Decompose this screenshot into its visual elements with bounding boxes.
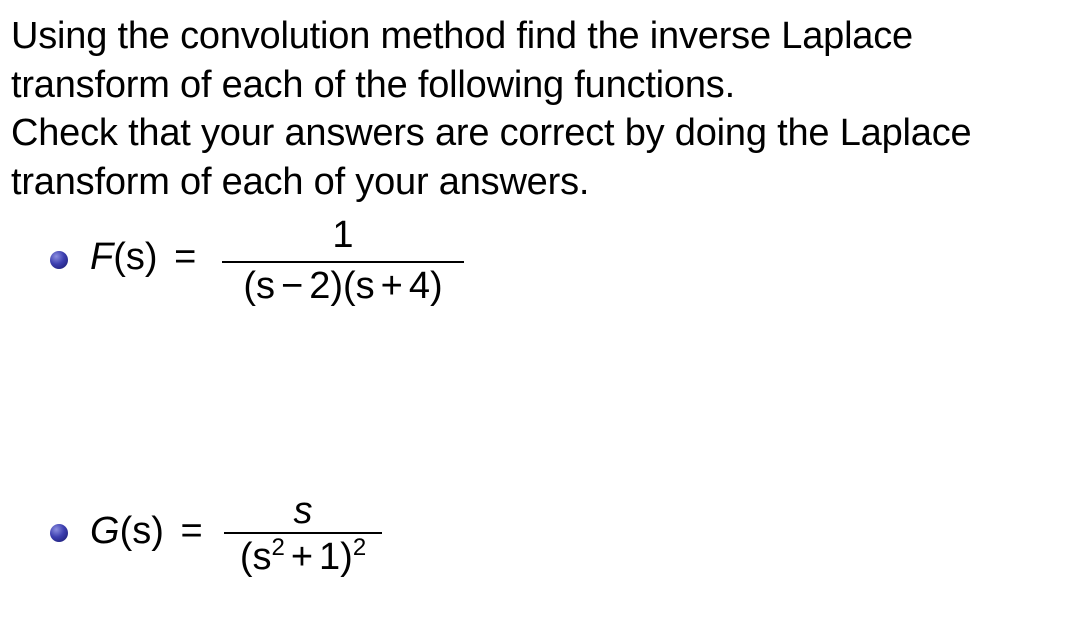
function-f-fraction: [222, 214, 464, 314]
function-g-name: G: [90, 510, 120, 552]
equals-sign: =: [174, 236, 197, 278]
function-item-g: [0, 490, 1076, 614]
function-f-lhs: [90, 236, 202, 279]
instruction-line-2: Check that your answers are correct by doing the Laplace transform of each of your answers.: [11, 112, 972, 203]
bullet-icon: [50, 251, 68, 269]
function-f-arg: (s): [113, 236, 158, 278]
fraction-bar: [222, 261, 464, 263]
function-g-arg: (s): [119, 510, 164, 552]
bullet-icon: [50, 524, 68, 542]
instruction-line-1: Using the convolution method find the inverse Laplace transform of each of the following functions.: [11, 15, 913, 106]
function-f-numerator: 1: [332, 214, 354, 256]
instructions: [11, 12, 1061, 206]
function-f-name: F: [90, 236, 114, 278]
function-f-denominator: (s − 2)(s + 4): [243, 265, 443, 307]
function-g-fraction: [224, 490, 382, 590]
function-item-f: [0, 214, 1076, 334]
function-g-numerator: s: [293, 490, 313, 532]
equals-sign: =: [180, 510, 203, 552]
function-g-denominator: $(s^2 + 1)^2$: [239, 534, 367, 578]
function-g-lhs: [90, 510, 209, 553]
